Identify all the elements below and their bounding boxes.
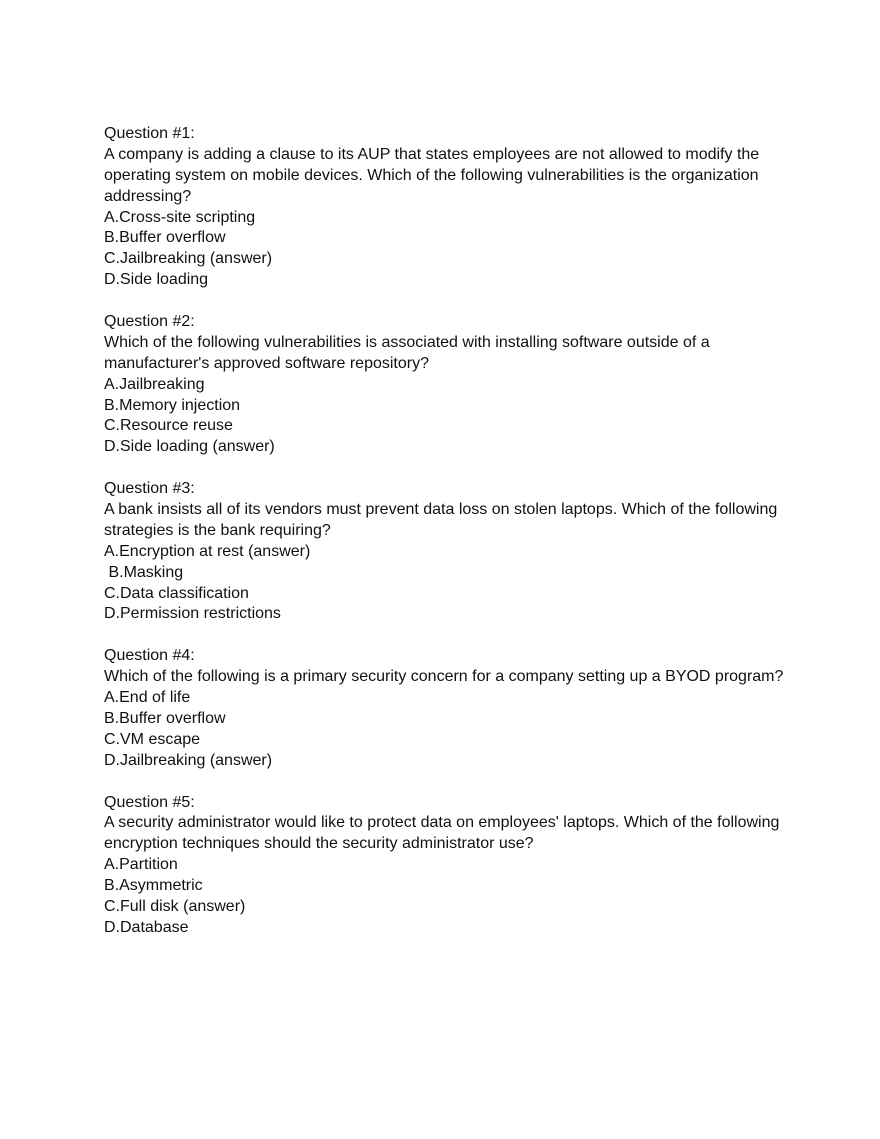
answer-option: A.Encryption at rest (answer) xyxy=(104,542,311,560)
question-text-line: operating system on mobile devices. Which of the following vulnerabilities is the organization xyxy=(104,166,759,184)
question-text-line: addressing? xyxy=(104,187,192,205)
answer-option: D.Side loading xyxy=(104,271,209,289)
question-text-line: Which of the following is a primary security concern for a company setting up a BYOD program? xyxy=(104,668,784,686)
document-page xyxy=(104,124,804,960)
question-text-line: manufacturer's approved software repository? xyxy=(104,354,429,372)
question-heading: Question #5: xyxy=(104,793,195,811)
question-text-line: strategies is the bank requiring? xyxy=(104,521,331,539)
answer-option: D.Permission restrictions xyxy=(104,605,281,623)
answer-option: B.Memory injection xyxy=(104,396,241,414)
answer-option: A.End of life xyxy=(104,689,191,707)
question-heading: Question #4: xyxy=(104,647,195,665)
answer-option: C.Data classification xyxy=(104,584,249,602)
answer-option: D.Side loading (answer) xyxy=(104,438,275,456)
answer-option: B.Buffer overflow xyxy=(104,709,226,727)
answer-option: C.Jailbreaking (answer) xyxy=(104,250,273,268)
answer-option: C.Resource reuse xyxy=(104,417,233,435)
answer-option: B.Masking xyxy=(104,563,184,581)
answer-option: A.Cross-site scripting xyxy=(104,208,256,226)
question-text-line: Which of the following vulnerabilities is associated with installing software outside of a xyxy=(104,333,710,351)
question-text-line: A bank insists all of its vendors must prevent data loss on stolen laptops. Which of the following xyxy=(104,501,778,519)
answer-option: A.Partition xyxy=(104,856,178,874)
answer-option: C.VM escape xyxy=(104,730,201,748)
question-heading: Question #1: xyxy=(104,125,195,142)
question-block xyxy=(104,793,804,939)
question-text-line: A security administrator would like to protect data on employees' laptops. Which of the following xyxy=(104,814,780,832)
question-text-line: encryption techniques should the security administrator use? xyxy=(104,835,534,853)
answer-option: A.Jailbreaking xyxy=(104,375,205,393)
question-block xyxy=(104,479,804,625)
question-block xyxy=(104,646,804,771)
answer-option: D.Jailbreaking (answer) xyxy=(104,751,273,769)
answer-option: D.Database xyxy=(104,918,189,936)
answer-option: C.Full disk (answer) xyxy=(104,897,246,915)
question-block xyxy=(104,124,804,291)
answer-option: B.Buffer overflow xyxy=(104,229,226,247)
answer-option: B.Asymmetric xyxy=(104,877,203,895)
question-text-line: A company is adding a clause to its AUP that states employees are not allowed to modify the xyxy=(104,145,760,163)
question-block xyxy=(104,312,804,458)
question-heading: Question #2: xyxy=(104,313,195,331)
question-heading: Question #3: xyxy=(104,480,195,498)
